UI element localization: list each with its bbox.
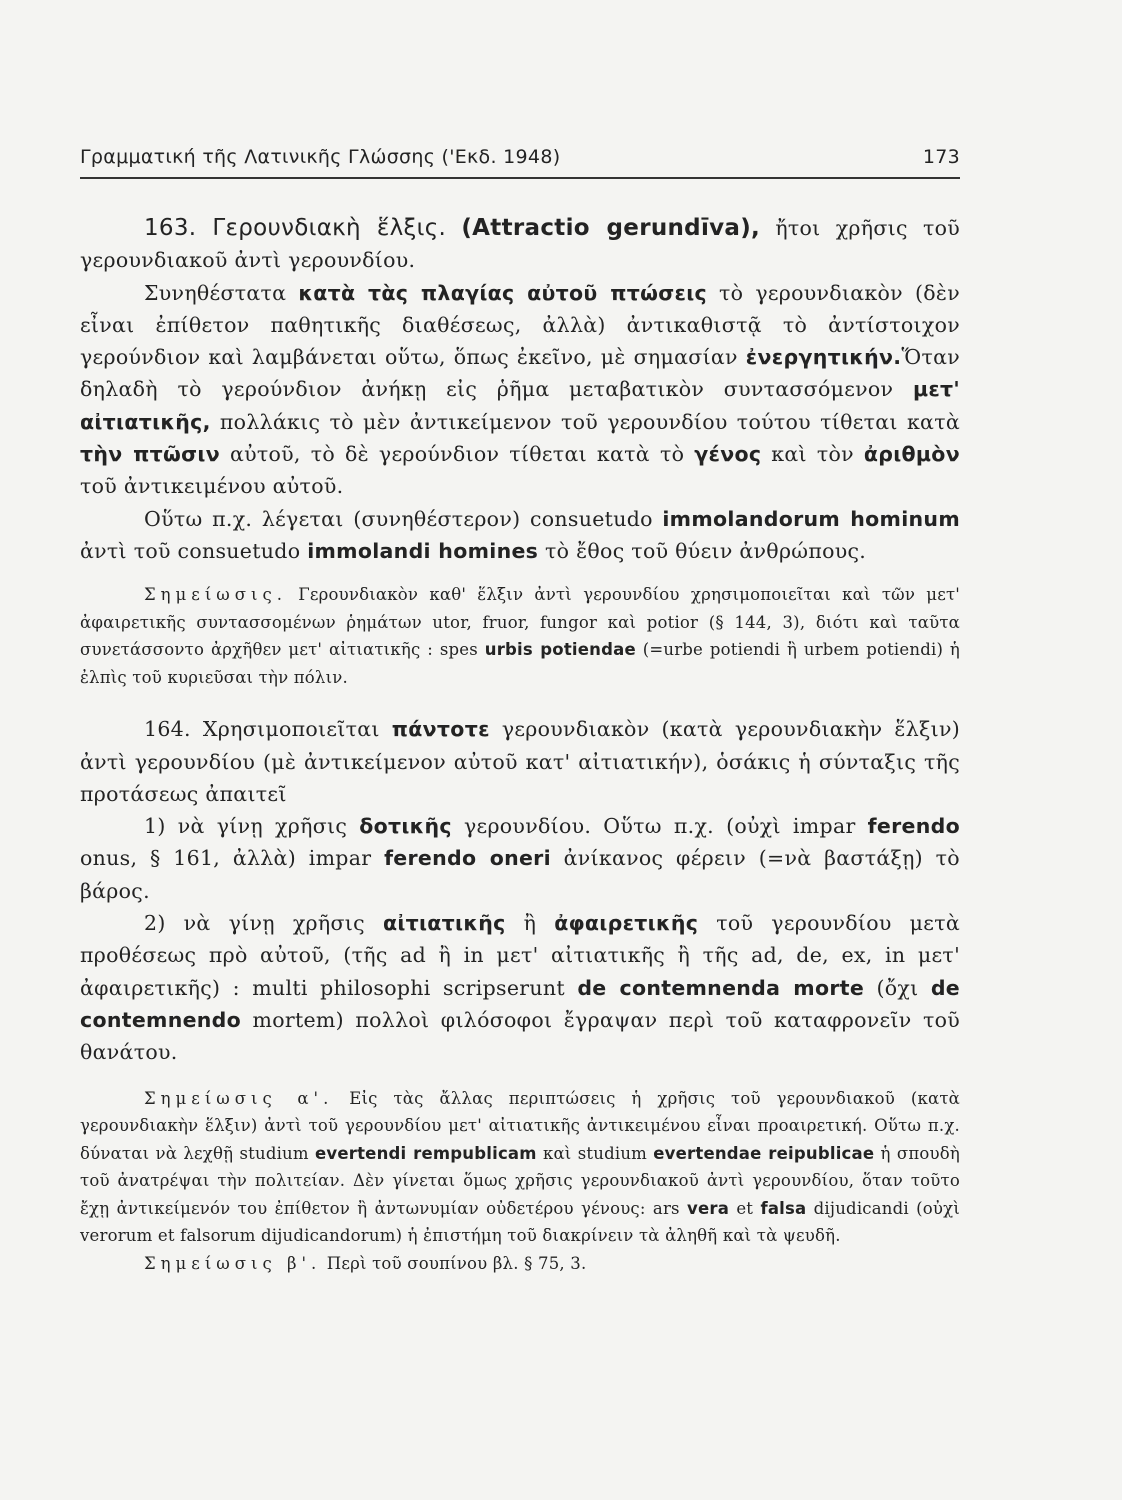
section-164-intro: 164. Χρησιμοποιεῖται πάντοτε γερουνδιακὸν (κατὰ γερουνδιακὴν ἕλξιν) ἀντὶ γερουνδίου (μὲ ἀντικείμενον αὐτοῦ κατ' αἰτιατικήν), ὁσάκις ἡ σύνταξις τῆς προτάσεως ἀπαιτεῖ	[80, 717, 960, 806]
section-163-note: Σημείωσις. Γερουνδιακὸν καθ' ἕλξιν ἀντὶ γερουνδίου χρησιμοποιεῖται καὶ τῶν μετ' ἀφαιρετικῆς συντασσομένων ῥημάτων utor, fruor, fungor καὶ potior (§ 144, 3), διότι καὶ ταῦτα συνετάσσοντο ἀρχῆθεν μετ' αἰτιατικῆς : spes urbis potiendae (=urbe potiendi ἢ urbem potiendi) ἡ ἐλπὶς τοῦ κυριεῦσαι τὴν πόλιν.	[80, 585, 961, 687]
book-title: Γραμματική τῆς Λατινικῆς Γλώσσης ('Εκδ. 1948)	[80, 146, 561, 168]
section-164-note-b: Σημείωσις β'. Περὶ τοῦ σουπίνου βλ. § 75, 3.	[144, 1253, 587, 1273]
running-header	[80, 146, 960, 168]
page-body	[80, 212, 960, 1277]
section-164-item-1: 1) νὰ γίνῃ χρῆσις δοτικῆς γερουνδίου. Οὕτω π.χ. (οὐχὶ impar ferendo onus, § 161, ἀλλὰ) impar ferendo oneri ἀνίκανος φέρειν (=νὰ βαστάξῃ) τὸ βάρος.	[80, 814, 960, 903]
page-number: 173	[922, 146, 960, 168]
section-164-item-2: 2) νὰ γίνῃ χρῆσις αἰτιατικῆς ἢ ἀφαιρετικῆς τοῦ γερουνδίου μετὰ προθέσεως πρὸ αὐτοῦ, (τῆς ad ἢ in μετ' αἰτιατικῆς ἢ τῆς ad, de, ex, in μετ' ἀφαιρετικῆς) : multi philosophi scripserunt de contemnenda morte (ὄχι de contemnendo mortem) πολλοὶ φιλόσοφοι ἔγραψαν περὶ τοῦ καταφρονεῖν τοῦ θανάτου.	[80, 911, 961, 1065]
section-163-example: Οὕτω π.χ. λέγεται (συνηθέστερον) consuetudo immolandorum hominum ἀντὶ τοῦ consuetudo immolandi homines τὸ ἔθος τοῦ θύειν ἀνθρώπους.	[80, 506, 960, 563]
header-rule	[80, 177, 960, 179]
section-163-paragraph: Συνηθέστατα κατὰ τὰς πλαγίας αὐτοῦ πτώσεις τὸ γερουνδιακὸν (δὲν εἶναι ἐπίθετον παθητικῆς διαθέσεως, ἀλλὰ) ἀντικαθιστᾷ τὸ ἀντίστοιχον γερούνδιον καὶ λαμβάνεται οὕτω, ὅπως ἐκεῖνο, μὲ σημασίαν ἐνεργητικήν.Ὅταν δηλαδὴ τὸ γερούνδιον ἀνήκῃ εἰς ῥῆμα μεταβατικὸν συντασσόμενον μετ' αἰτιατικῆς, πολλάκις τὸ μὲν ἀντικείμενον τοῦ γερουνδίου τούτου τίθεται κατὰ τὴν πτῶσιν αὐτοῦ, τὸ δὲ γερούνδιον τίθεται κατὰ τὸ γένος καὶ τὸν ἀριθμὸν τοῦ ἀντικειμένου αὐτοῦ.	[80, 280, 960, 499]
section-163-heading: 163. Γερουνδιακὴ ἕλξις. (Attractio gerundīva), ἤτοι χρῆσις τοῦ γερουνδιακοῦ ἀντὶ γερουνδίου.	[80, 215, 961, 273]
section-164-note-a: Σημείωσις α'. Εἰς τὰς ἄλλας περιπτώσεις ἡ χρῆσις τοῦ γερουνδιακοῦ (κατὰ γερουνδιακὴν ἕλξιν) ἀντὶ τοῦ γερουνδίου μετ' αἰτιατικῆς ἀντικειμένου εἶναι προαιρετική. Οὕτω π.χ. δύναται νὰ λεχθῇ studium evertendi rempublicam καὶ studium evertendae reipublicae ἡ σπουδὴ τοῦ ἀνατρέψαι τὴν πολιτείαν. Δὲν γίνεται ὅμως χρῆσις γερουνδιακοῦ ἀντὶ γερουνδίου, ὅταν τοῦτο ἔχῃ ἀντικείμενόν του ἐπίθετον ἢ ἀντωνυμίαν οὐδετέρου γένους: ars vera et falsa dijudicandi (οὐχὶ verorum et falsorum dijudicandorum) ἡ ἐπιστήμη τοῦ διακρίνειν τὰ ἀληθῆ καὶ τὰ ψευδῆ.	[80, 1088, 960, 1246]
